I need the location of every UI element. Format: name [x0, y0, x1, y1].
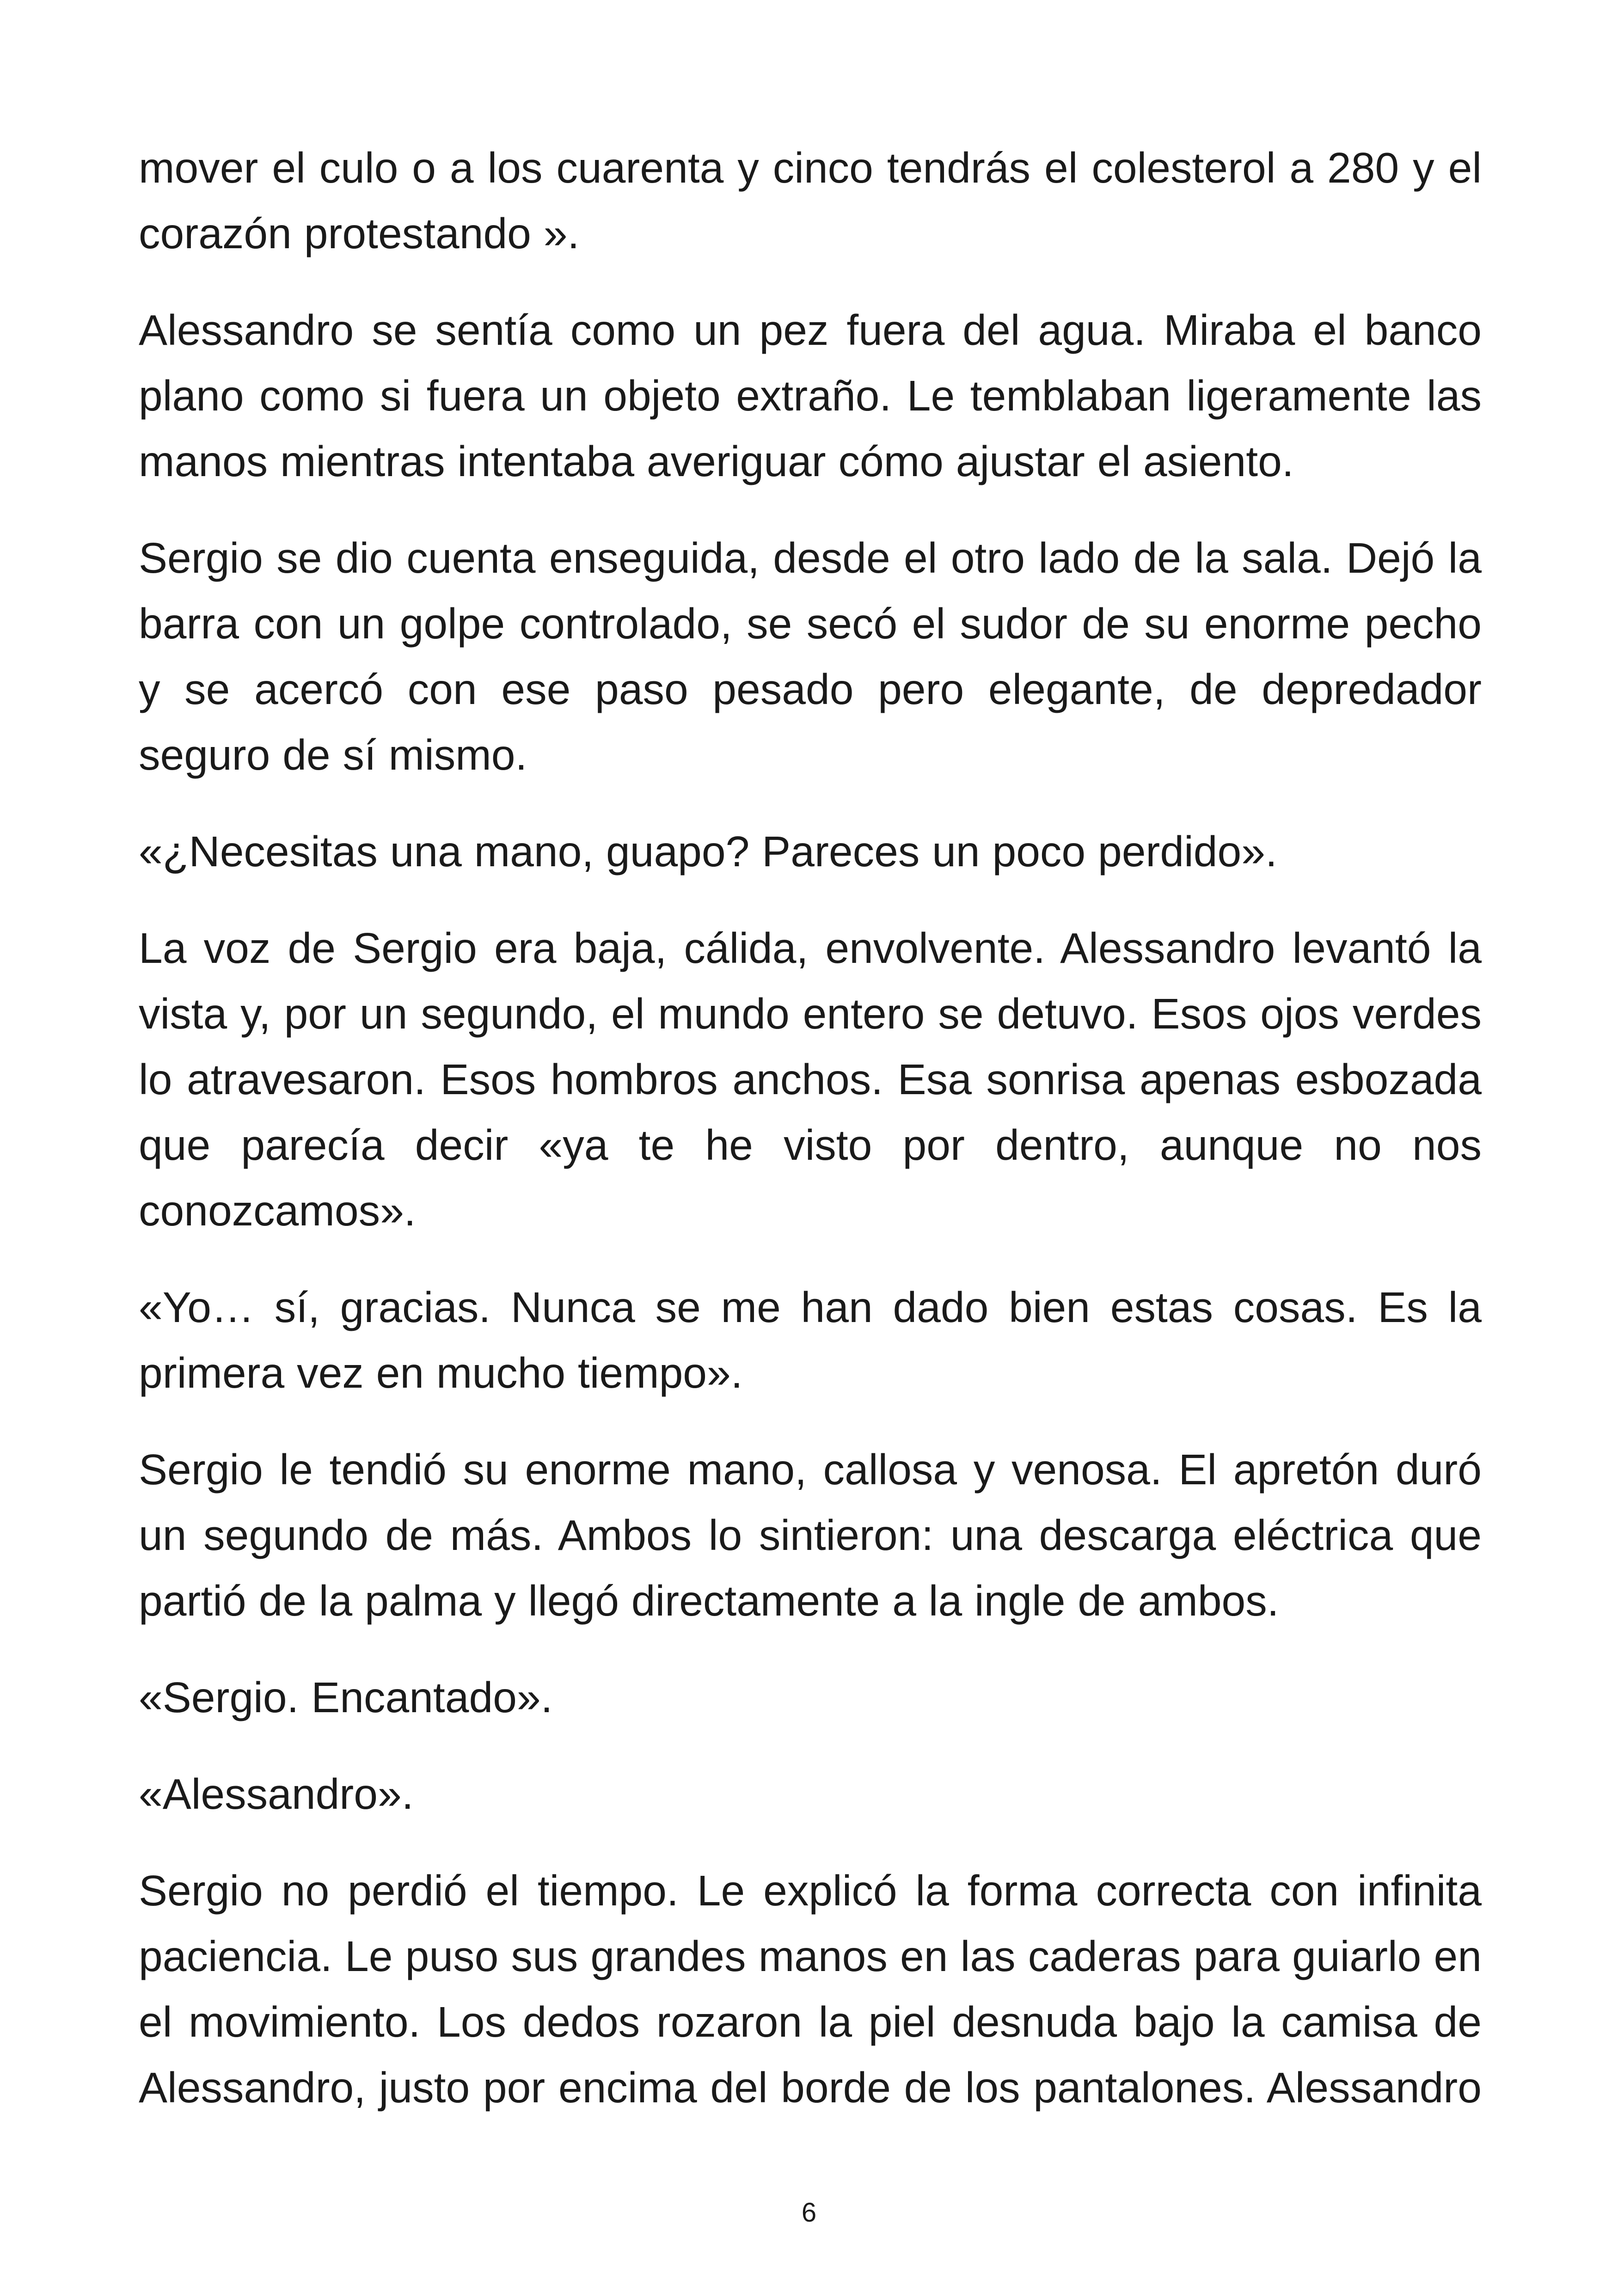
- paragraph: «¿Necesitas una mano, guapo? Pareces un poco perdido».: [139, 827, 1277, 876]
- paragraph: «Sergio. Encantado».: [139, 1673, 553, 1721]
- paragraph: Sergio se dio cuenta enseguida, desde el otro lado de la sala. Dejó la barra con un golpe controlado, se secó el sudor de su enorme pecho y se acercó con ese paso pesado pero elegante, de depredador seguro de sí mismo.: [139, 534, 1482, 779]
- paragraph: Sergio le tendió su enorme mano, callosa y venosa. El apretón duró un segundo de más. Ambos lo sintieron: una descarga eléctrica que partió de la palma y llegó directamente a la ingle de ambos.: [139, 1445, 1482, 1625]
- paragraph: mover el culo o a los cuarenta y cinco tendrás el colesterol a 280 y el corazón protestando ».: [139, 144, 1482, 257]
- page-number: 6: [801, 2198, 817, 2228]
- paragraph: «Alessandro».: [139, 1770, 414, 1818]
- paragraph: Sergio no perdió el tiempo. Le explicó la forma correcta con infinita paciencia. Le puso sus grandes manos en las caderas para guiarlo en el movimiento. Los dedos rozaron la piel desnuda bajo la camisa de Alessandro, justo por encima del borde de los pantalones. Alessandro: [139, 1867, 1482, 2112]
- body-text: [139, 135, 1482, 2120]
- paragraph: «Yo… sí, gracias. Nunca se me han dado bien estas cosas. Es la primera vez en mucho tiempo».: [139, 1283, 1482, 1397]
- paragraph: La voz de Sergio era baja, cálida, envolvente. Alessandro levantó la vista y, por un segundo, el mundo entero se detuvo. Esos ojos verdes lo atravesaron. Esos hombros anchos. Esa sonrisa apenas esbozada que parecía decir «ya te he visto por dentro, aunque no nos conozcamos».: [139, 924, 1482, 1235]
- paragraph: Alessandro se sentía como un pez fuera del agua. Miraba el banco plano como si fuera un objeto extraño. Le temblaban ligeramente las manos mientras intentaba averiguar cómo ajustar el asiento.: [139, 306, 1482, 485]
